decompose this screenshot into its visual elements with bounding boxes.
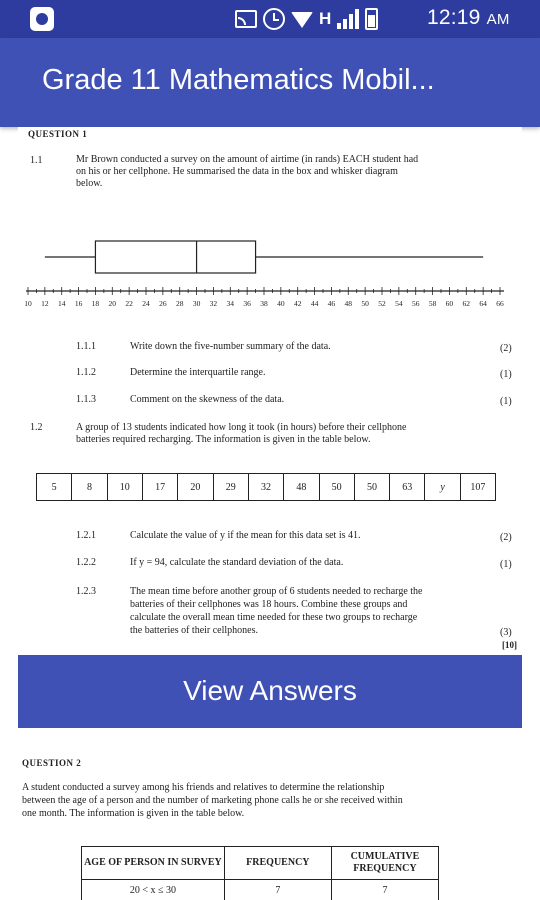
subquestion-text: If y = 94, calculate the standard deviation of the data. bbox=[130, 557, 344, 568]
cast-icon bbox=[235, 10, 257, 28]
axis-tick-label: 42 bbox=[293, 299, 302, 308]
app-bar bbox=[0, 38, 540, 127]
view-answers-button[interactable] bbox=[18, 655, 522, 728]
marks: (1) bbox=[500, 396, 512, 407]
axis-tick-label: 12 bbox=[41, 299, 49, 308]
q1-1-line: below. bbox=[76, 178, 103, 189]
axis-tick-label: 56 bbox=[411, 299, 420, 308]
data-cell: y bbox=[425, 474, 460, 500]
data-cell: 20 bbox=[178, 474, 213, 500]
subquestion-text: Calculate the value of y if the mean for this data set is 41. bbox=[130, 530, 361, 541]
axis-tick-label: 60 bbox=[445, 299, 454, 308]
q1-2-3-line: calculate the overall mean time needed for these two groups to recharge bbox=[130, 612, 418, 623]
q1-1-line: Mr Brown conducted a survey on the amount of airtime (in rands) EACH student had bbox=[76, 154, 419, 165]
axis-tick-label: 22 bbox=[125, 299, 133, 308]
data-cell: 50 bbox=[355, 474, 390, 500]
axis-tick-label: 66 bbox=[496, 299, 504, 308]
subquestion-number: 1.1.2 bbox=[76, 367, 96, 378]
wifi-icon bbox=[291, 12, 313, 28]
data-cell: 50 bbox=[320, 474, 355, 500]
q2-line: between the age of a person and the number of marketing phone calls he or she received within bbox=[22, 795, 403, 806]
data-cell: 63 bbox=[390, 474, 425, 500]
subquestion-number: 1.1.3 bbox=[76, 394, 96, 405]
view-answers-label: View Answers bbox=[183, 675, 357, 706]
axis-tick-label: 48 bbox=[344, 299, 353, 308]
data-cell: 17 bbox=[143, 474, 178, 500]
subquestion-number: 1.2.2 bbox=[76, 557, 96, 568]
status-bar bbox=[0, 0, 540, 38]
table-cell: 20 < x ≤ 30 bbox=[82, 880, 225, 900]
q2-line: one month. The information is given in the table below. bbox=[22, 808, 245, 819]
q1-2-3-number: 1.2.3 bbox=[76, 586, 96, 597]
data-cell: 5 bbox=[37, 474, 72, 500]
axis-tick-label: 36 bbox=[243, 299, 251, 308]
axis-tick-label: 64 bbox=[479, 299, 487, 308]
recharge-data-table bbox=[36, 473, 496, 501]
axis-tick-label: 20 bbox=[108, 299, 117, 308]
box bbox=[95, 241, 255, 273]
table-header: CUMULATIVE FREQUENCY bbox=[331, 847, 438, 880]
q1-2-3-line: batteries of their cellphones was 18 hours. Combine these groups and bbox=[130, 599, 408, 610]
network-type-label: H bbox=[319, 9, 332, 28]
signal-icon bbox=[337, 9, 359, 29]
axis-tick-label: 54 bbox=[395, 299, 403, 308]
subquestion-number: 1.1.1 bbox=[76, 341, 96, 352]
table-cell: 7 bbox=[331, 880, 438, 900]
clock: 12:19 AM bbox=[427, 6, 510, 29]
marks: (1) bbox=[500, 369, 512, 380]
axis-tick-label: 10 bbox=[24, 299, 32, 308]
axis-tick-label: 28 bbox=[175, 299, 184, 308]
box-whisker-plot bbox=[18, 227, 522, 417]
subquestion-number: 1.2.1 bbox=[76, 530, 96, 541]
axis-tick-label: 32 bbox=[209, 299, 218, 308]
axis-tick-label: 62 bbox=[462, 299, 471, 308]
marks: (2) bbox=[500, 343, 512, 354]
axis-tick-label: 14 bbox=[57, 299, 66, 308]
subquestion-text: Write down the five-number summary of the data. bbox=[130, 341, 331, 352]
alarm-icon bbox=[263, 8, 285, 30]
marks: (1) bbox=[500, 559, 512, 570]
q1-2-line: batteries required recharging. The information is given in the table below. bbox=[76, 434, 371, 445]
axis-tick-label: 58 bbox=[428, 299, 437, 308]
axis-tick-label: 44 bbox=[310, 299, 319, 308]
marks: (3) bbox=[500, 627, 512, 638]
table-row bbox=[82, 880, 439, 900]
data-cell: 48 bbox=[284, 474, 319, 500]
total-marks: [10] bbox=[502, 640, 517, 650]
data-cell: 29 bbox=[214, 474, 249, 500]
frequency-table bbox=[81, 846, 439, 900]
axis-tick-label: 40 bbox=[277, 299, 285, 308]
table-header: FREQUENCY bbox=[224, 847, 331, 880]
axis-tick-label: 26 bbox=[159, 299, 167, 308]
question-2-heading: QUESTION 2 bbox=[22, 758, 82, 768]
q1-2-3-line: the batteries of their cellphones. bbox=[130, 625, 259, 636]
axis-tick-label: 16 bbox=[74, 299, 83, 308]
axis-tick-label: 34 bbox=[226, 299, 235, 308]
axis-tick-label: 24 bbox=[142, 299, 150, 308]
q1-1-number: 1.1 bbox=[30, 155, 43, 166]
q1-2-number: 1.2 bbox=[30, 422, 43, 433]
status-icons bbox=[235, 6, 378, 32]
subquestion-text: Determine the interquartile range. bbox=[130, 367, 266, 378]
app-notification-icon bbox=[30, 7, 54, 31]
subquestion-text: Comment on the skewness of the data. bbox=[130, 394, 285, 405]
question-2-page[interactable] bbox=[18, 728, 522, 900]
table-cell: 7 bbox=[224, 880, 331, 900]
table-header: AGE OF PERSON IN SURVEY bbox=[82, 847, 225, 880]
axis-tick-label: 50 bbox=[361, 299, 369, 308]
app-title: Grade 11 Mathematics Mobil... bbox=[42, 64, 435, 96]
axis-tick-label: 38 bbox=[260, 299, 268, 308]
q1-1-line: on his or her cellphone. He summarised the data in the box and whisker diagram bbox=[76, 166, 398, 177]
axis-tick-label: 18 bbox=[91, 299, 100, 308]
data-cell: 107 bbox=[470, 481, 486, 493]
data-cell: 8 bbox=[72, 474, 107, 500]
question-1-heading: QUESTION 1 bbox=[28, 129, 88, 139]
battery-icon bbox=[365, 8, 378, 30]
axis-tick-label: 52 bbox=[378, 299, 386, 308]
axis-tick-label: 30 bbox=[192, 299, 201, 308]
q1-2-3-line: The mean time before another group of 6 students needed to recharge the bbox=[130, 586, 423, 597]
axis-tick-label: 46 bbox=[327, 299, 336, 308]
q2-line: A student conducted a survey among his friends and relatives to determine the relationship bbox=[22, 782, 385, 793]
question-1-page[interactable] bbox=[18, 127, 522, 655]
data-cell: 10 bbox=[108, 474, 143, 500]
marks: (2) bbox=[500, 532, 512, 543]
q1-2-line: A group of 13 students indicated how long it took (in hours) before their cellphone bbox=[76, 422, 407, 433]
data-cell: 32 bbox=[249, 474, 284, 500]
